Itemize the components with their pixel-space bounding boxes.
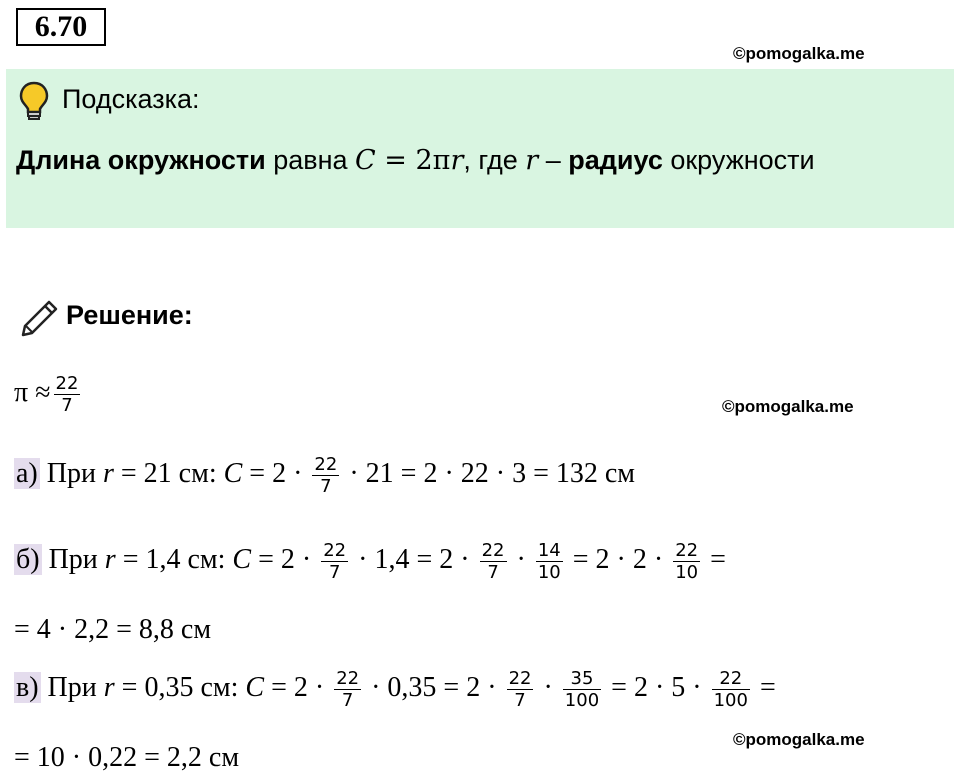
- hint-var-c: C: [355, 145, 376, 176]
- hint-text-part: , где: [463, 145, 526, 175]
- fraction-denominator: 100: [713, 690, 748, 712]
- fraction-denominator: 7: [507, 689, 534, 711]
- fraction-numerator: 14: [537, 540, 561, 562]
- fraction-numerator: 22: [314, 454, 338, 476]
- fraction: [507, 668, 534, 711]
- fraction-denominator: 7: [480, 561, 507, 583]
- fraction: [480, 540, 507, 583]
- solution-line-c-cont: = 10 · 0,22 = 2,2 см: [14, 742, 240, 773]
- item-label: б): [16, 544, 40, 575]
- fraction: [563, 668, 601, 711]
- fraction: [334, 668, 361, 711]
- fraction-numerator: 22: [719, 668, 743, 690]
- fraction: [712, 668, 750, 711]
- watermark: ©pomogalka.me: [722, 397, 854, 416]
- text-part: = 1,4 см:: [115, 544, 233, 575]
- var-r: r: [103, 672, 115, 703]
- var-r: r: [102, 458, 114, 489]
- fraction: [54, 373, 81, 416]
- fraction: [536, 540, 563, 583]
- lightbulb-icon: [18, 80, 50, 127]
- hint-text-part: окружности: [662, 145, 815, 175]
- watermark: ©pomogalka.me: [733, 730, 865, 749]
- fraction-denominator: 10: [675, 562, 699, 584]
- fraction-numerator: 22: [675, 540, 699, 562]
- hint-title: Подсказка:: [62, 84, 200, 114]
- solution-title: Решение:: [66, 300, 193, 330]
- text-part: = 21 см:: [113, 458, 224, 489]
- text-part: При: [39, 458, 103, 489]
- fraction-denominator: 7: [312, 475, 339, 497]
- watermark: ©pomogalka.me: [733, 44, 865, 63]
- hint-var-r: r: [525, 145, 539, 176]
- var-c: C: [223, 458, 243, 489]
- pi-symbol: π ≈: [14, 377, 51, 408]
- fraction-denominator: 7: [54, 394, 81, 416]
- fraction-numerator: 22: [55, 373, 79, 395]
- problem-number: 6.70: [16, 8, 106, 46]
- hint-text: [16, 145, 815, 176]
- fraction-numerator: 35: [570, 668, 594, 690]
- hint-text-part: равна: [265, 145, 356, 175]
- text-part: = 2 · 2 ·: [565, 544, 671, 575]
- text-part: = 2 ·: [242, 458, 310, 489]
- hint-term: Длина окружности: [16, 145, 266, 175]
- fraction: [312, 454, 339, 497]
- hint-var-r: r: [450, 145, 464, 176]
- text-part: = 2 ·: [251, 544, 319, 575]
- item-label: в): [16, 672, 39, 703]
- pi-approximation: [14, 373, 83, 416]
- pencil-icon: [18, 298, 60, 345]
- text-part: = 0,35 см:: [114, 672, 246, 703]
- fraction-denominator: 10: [537, 562, 561, 584]
- fraction-numerator: 22: [481, 540, 505, 562]
- text-part: = 2 · 5 ·: [604, 672, 709, 703]
- text-part: =: [703, 544, 726, 575]
- solution-line-b: [14, 540, 726, 583]
- fraction-denominator: 7: [321, 561, 348, 583]
- fraction: [321, 540, 348, 583]
- text-part: =: [752, 672, 776, 703]
- text-part: · 0,35 = 2 ·: [364, 672, 504, 703]
- var-r: r: [104, 544, 116, 575]
- fraction-numerator: 22: [323, 540, 347, 562]
- fraction-numerator: 22: [508, 668, 532, 690]
- text-part: При: [40, 672, 104, 703]
- solution-line-a: [14, 454, 635, 497]
- text-part: ·: [509, 544, 533, 575]
- hint-text-part: –: [538, 145, 569, 175]
- var-c: C: [245, 672, 265, 703]
- hint-formula: = 2π: [375, 145, 451, 176]
- fraction-denominator: 100: [564, 690, 600, 712]
- hint-term: радиус: [568, 145, 663, 175]
- fraction-denominator: 7: [334, 689, 361, 711]
- solution-line-b-cont: = 4 · 2,2 = 8,8 см: [14, 614, 212, 645]
- text-part: ·: [536, 672, 560, 703]
- text-part: При: [41, 544, 105, 575]
- solution-line-c: [14, 668, 776, 711]
- text-part: = 2 ·: [264, 672, 332, 703]
- var-c: C: [232, 544, 252, 575]
- item-label: а): [16, 458, 38, 489]
- fraction-numerator: 22: [336, 668, 360, 690]
- text-part: · 21 = 2 · 22 · 3 = 132 см: [342, 458, 636, 489]
- text-part: · 1,4 = 2 ·: [351, 544, 477, 575]
- fraction: [673, 540, 700, 583]
